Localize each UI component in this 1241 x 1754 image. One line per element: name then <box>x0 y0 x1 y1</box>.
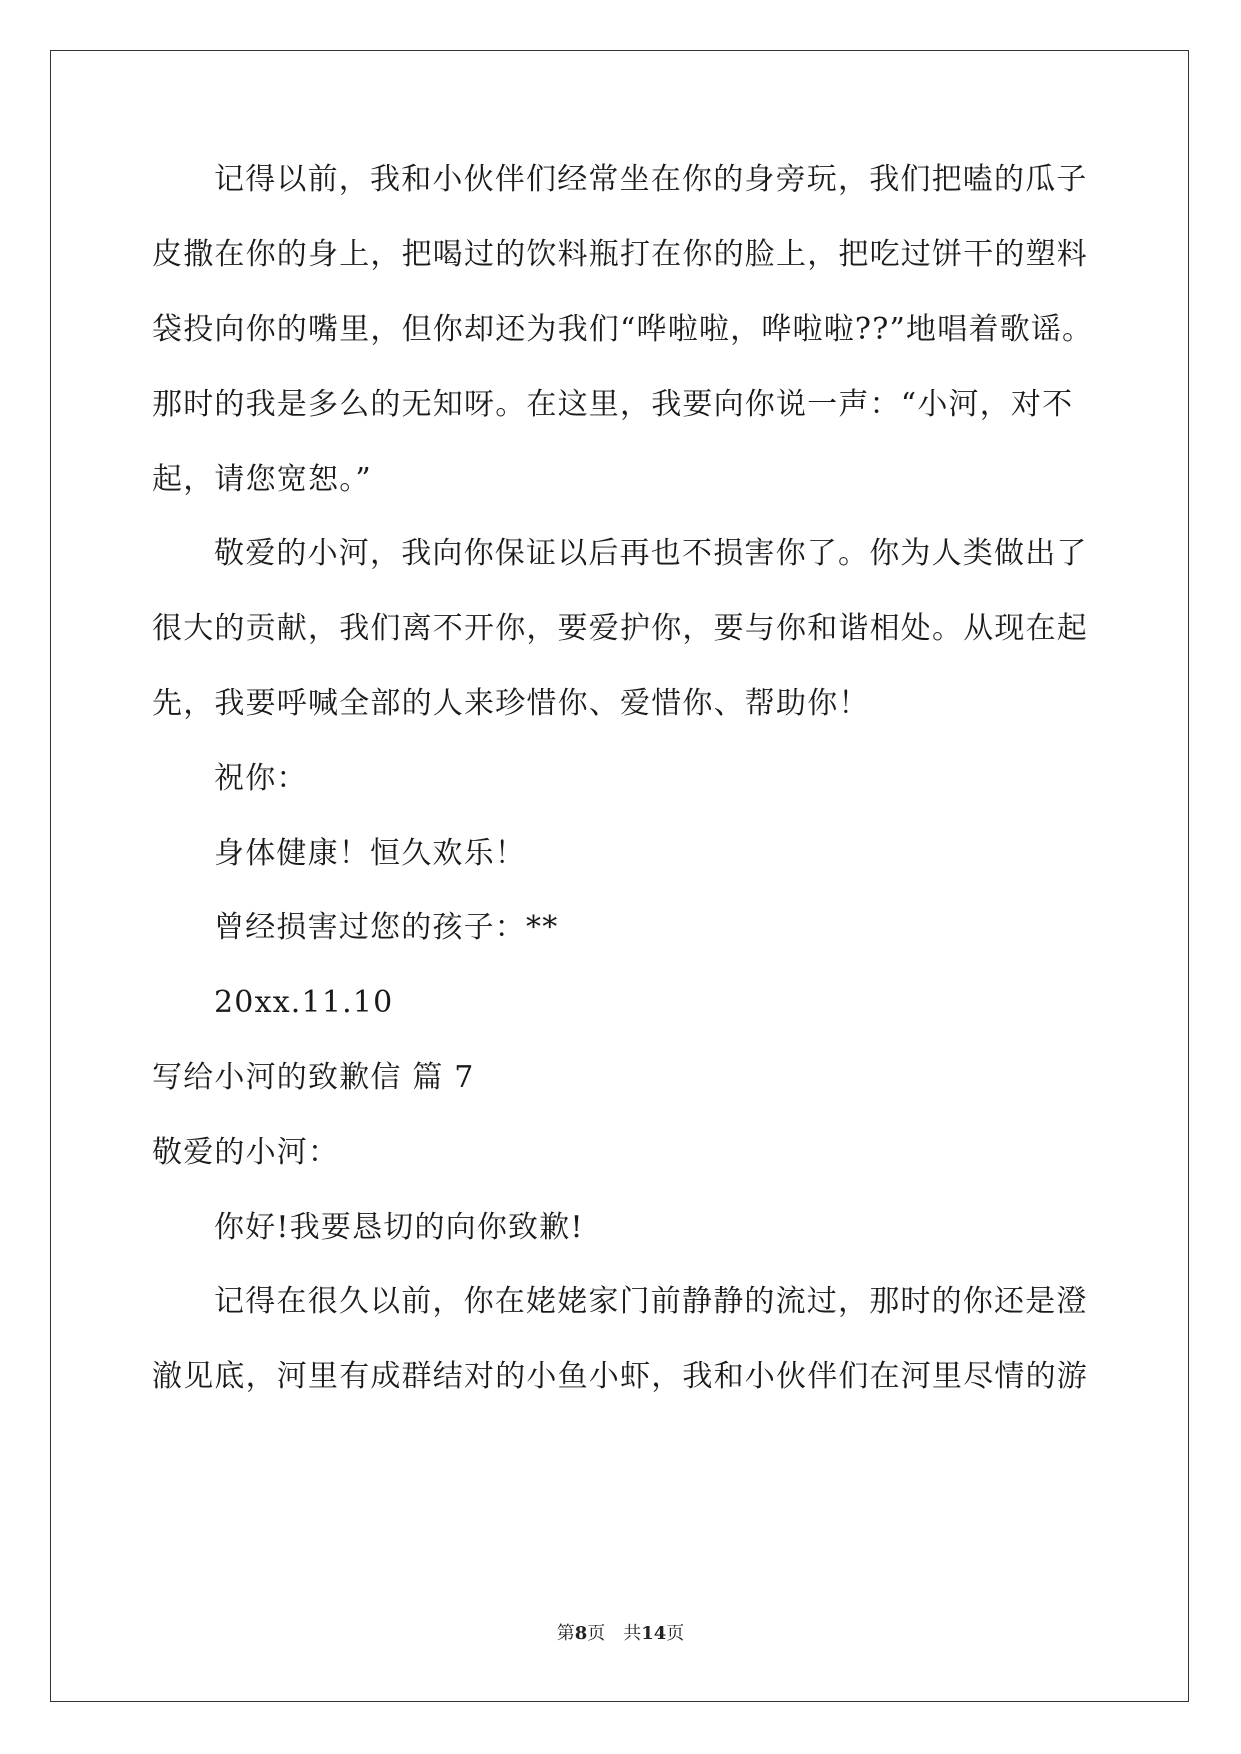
paragraph-line: 起，请您宽恕。” <box>152 462 372 497</box>
total-pages: 14 <box>641 1623 667 1644</box>
page-suffix: 页 <box>587 1623 606 1644</box>
paragraph-line: 记得以前，我和小伙伴们经常坐在你的身旁玩，我们把嗑的瓜子 <box>214 162 1088 197</box>
page-footer <box>0 1622 1241 1646</box>
page-border <box>50 50 1189 1702</box>
paragraph-line: 很大的贡献，我们离不开你，要爱护你，要与你和谐相处。从现在起 <box>152 611 1088 646</box>
paragraph-line: 澈见底，河里有成群结对的小鱼小虾，我和小伙伴们在河里尽情的游 <box>152 1359 1088 1394</box>
paragraph-line: 皮撒在你的身上，把喝过的饮料瓶打在你的脸上，把吃过饼干的塑料 <box>152 237 1088 272</box>
paragraph-line: 记得在很久以前，你在姥姥家门前静静的流过，那时的你还是澄 <box>214 1284 1088 1319</box>
paragraph-line: 你好!我要恳切的向你致歉! <box>214 1210 584 1245</box>
signature-line: 曾经损害过您的孩子：** <box>214 910 559 945</box>
page-number: 8 <box>574 1623 588 1644</box>
paragraph-line: 那时的我是多么的无知呀。在这里，我要向你说一声：“小河，对不 <box>152 387 1074 422</box>
total-suffix: 页 <box>666 1623 685 1644</box>
section-heading: 写给小河的致歉信 篇 7 <box>152 1060 475 1095</box>
blessing-line: 身体健康！恒久欢乐！ <box>214 836 526 871</box>
paragraph-line: 敬爱的小河，我向你保证以后再也不损害你了。你为人类做出了 <box>214 536 1088 571</box>
paragraph-line: 袋投向你的嘴里，但你却还为我们“哗啦啦，哗啦啦??”地唱着歌谣。 <box>152 312 1094 347</box>
page-prefix: 第 <box>556 1623 575 1644</box>
paragraph-line: 先，我要呼喊全部的人来珍惜你、爱惜你、帮助你！ <box>152 686 870 721</box>
total-prefix: 共 <box>623 1623 642 1644</box>
greeting-line: 敬爱的小河： <box>152 1135 340 1170</box>
salutation-line: 祝你： <box>214 761 308 796</box>
date-line: 20xx.11.10 <box>214 985 394 1020</box>
